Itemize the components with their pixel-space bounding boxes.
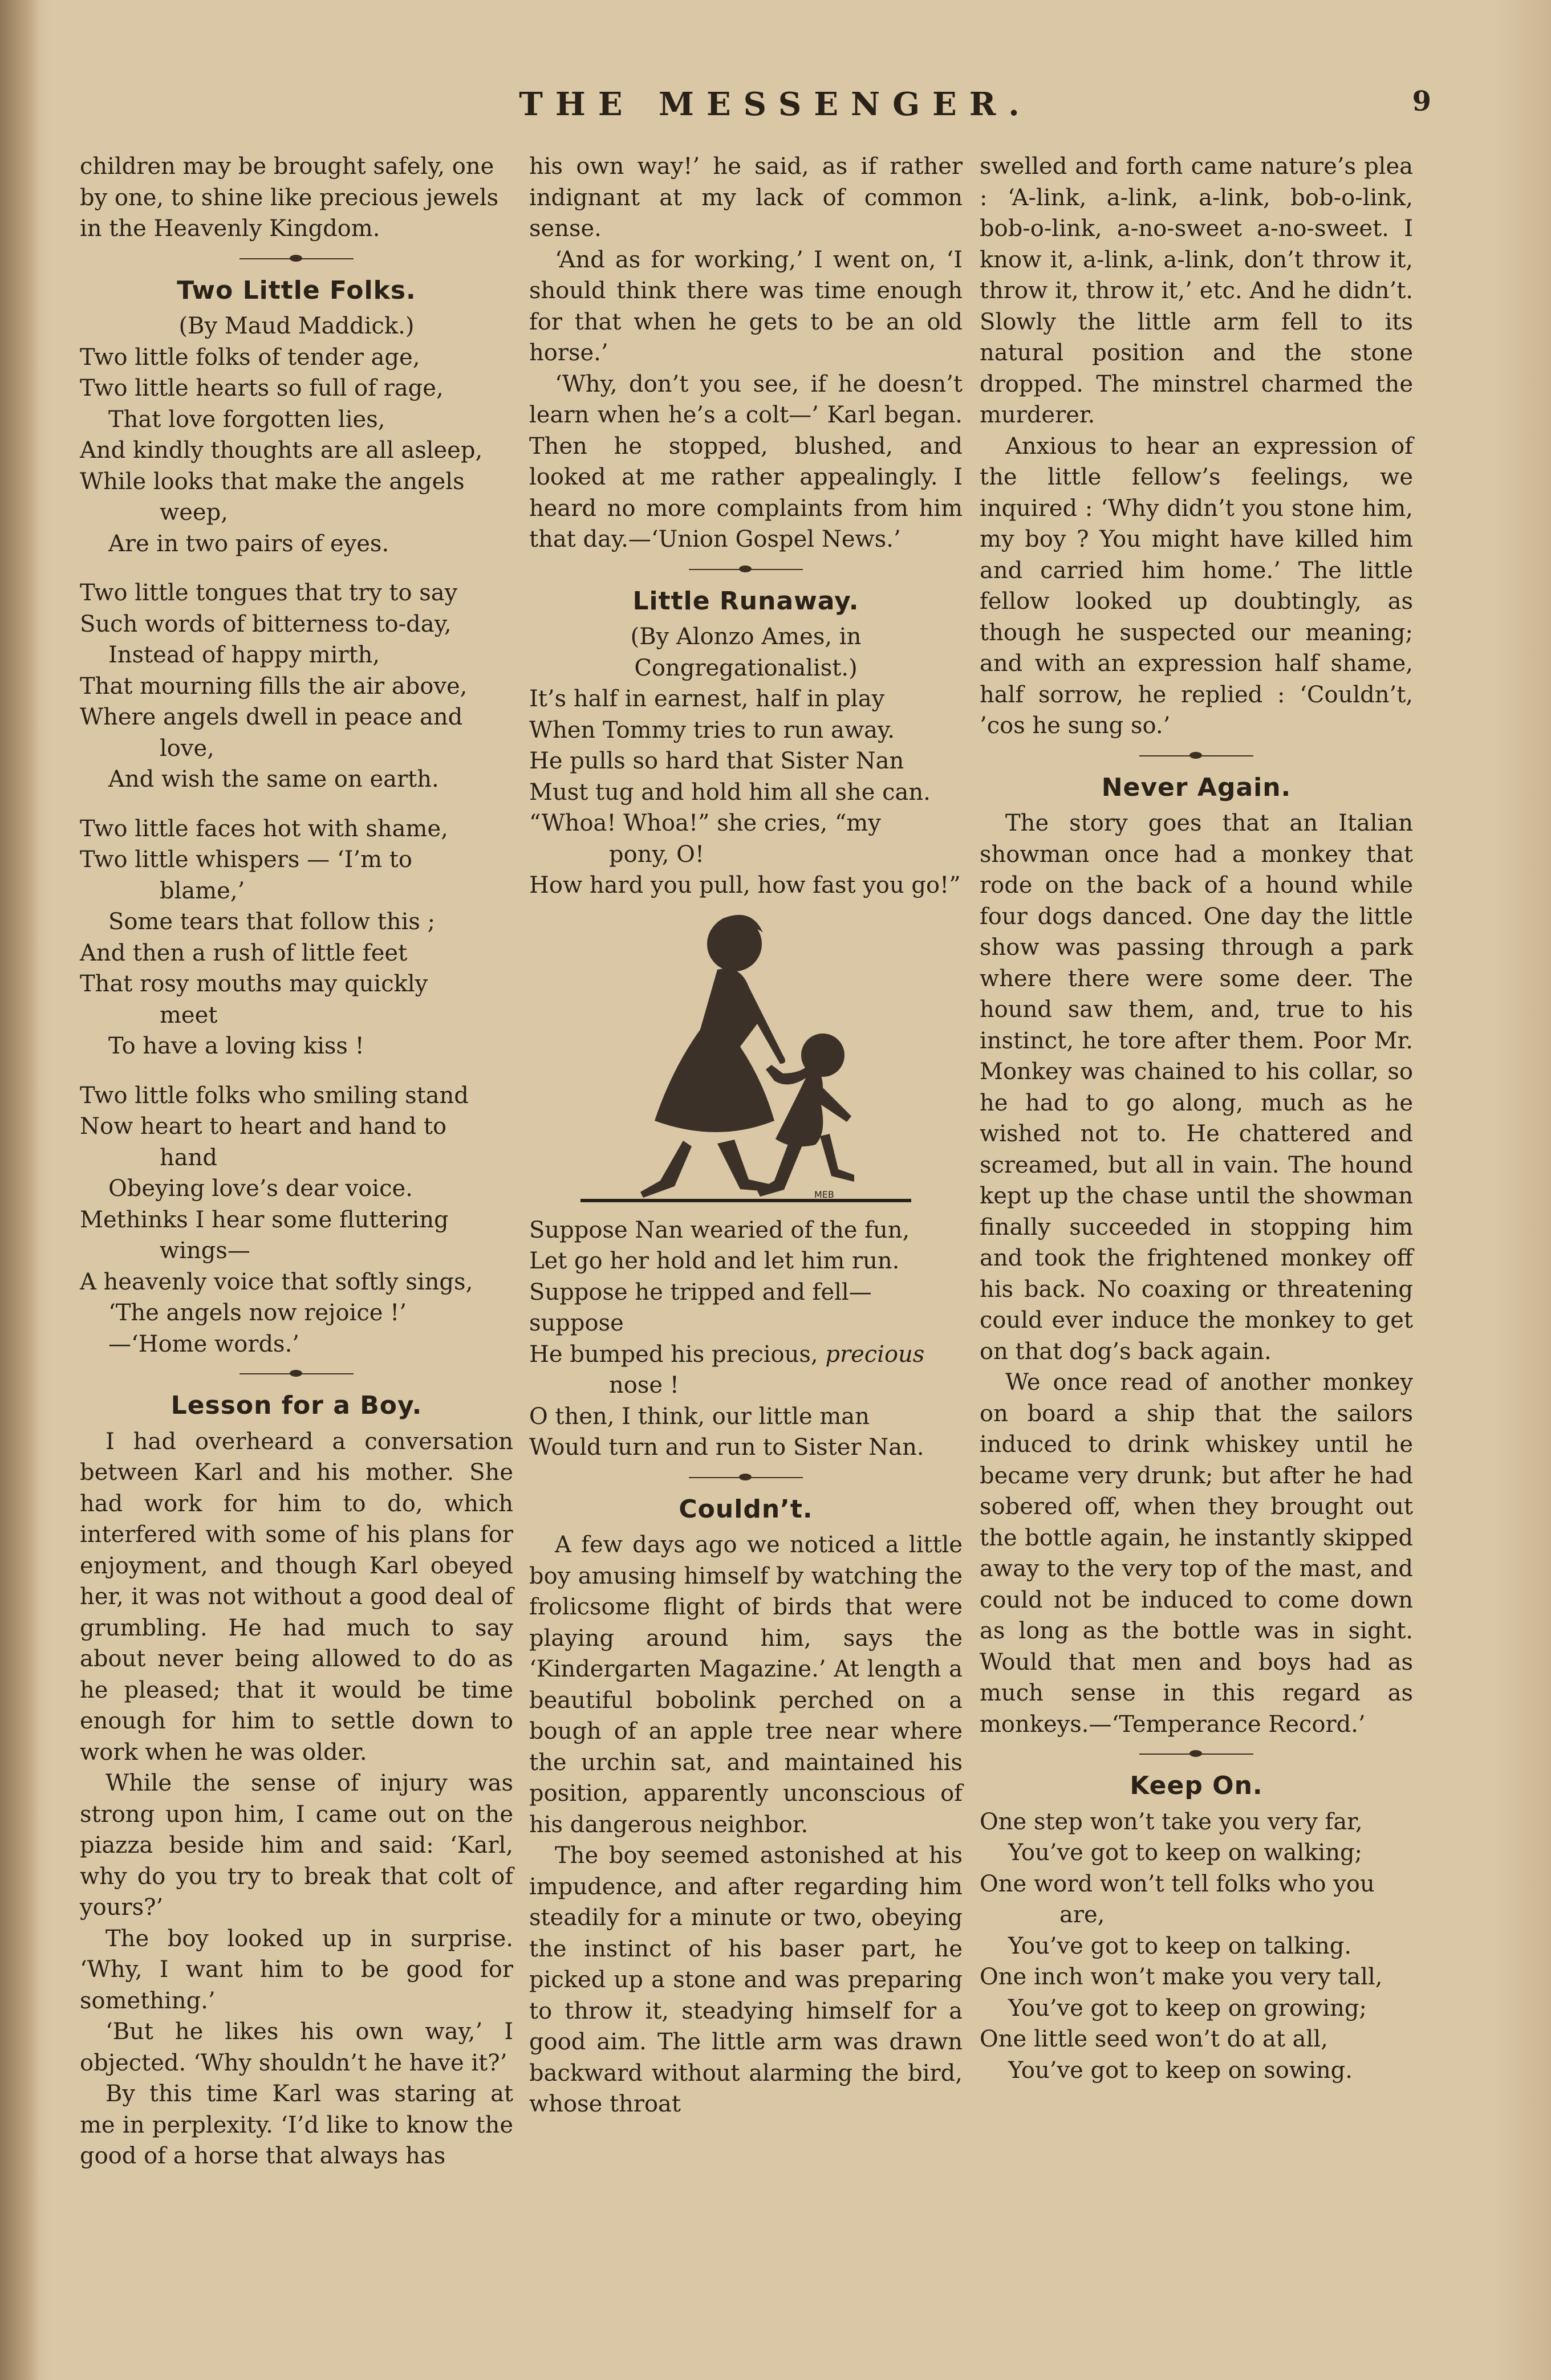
- poem-line: Where angels dwell in peace and: [80, 704, 463, 730]
- paragraph: ‘But he likes his own way,’ I objected. ‘Why shouldn’t he have it?’: [80, 2019, 513, 2076]
- masthead-title: THE MESSENGER.: [519, 86, 1032, 123]
- paragraph: The boy looked up in surprise. ‘Why, I want him to be good for something.’: [80, 1925, 513, 2014]
- poem-line: One step won’t take you very far,: [980, 1808, 1363, 1835]
- poem-line: You’ve got to keep on sowing.: [1008, 2057, 1353, 2084]
- poem-line: And kindly thoughts are all asleep,: [80, 437, 483, 463]
- paragraph: A few days ago we noticed a little boy amusing himself by watching the frolicsome flight of birds that were playing around him, says the ‘Kindergarten Magazine.’ At length a beautiful bobolink perched on a bough of an apple tree near where the urchin sat, and maintained his position, apparently unconscious of his dangerous neighbor.: [529, 1532, 963, 1838]
- stanza-break: [80, 559, 513, 577]
- poem-line: Two little hearts so full of rage,: [80, 375, 444, 401]
- poem-line: That love forgotten lies,: [108, 406, 385, 433]
- poem-line: Let go her hold and let him run.: [529, 1248, 900, 1274]
- article-couldnt: [529, 1529, 963, 2120]
- paragraph: his own way!’ he said, as if rather indignant at my lack of common sense.: [529, 153, 963, 242]
- paragraph: While the sense of injury was strong upon him, I came out on the piazza beside him and said: ‘Karl, why do you try to break that colt of yours?’: [80, 1770, 513, 1921]
- poem-line: A heavenly voice that softly sings,: [80, 1268, 473, 1295]
- section-divider: [239, 1365, 354, 1382]
- poem-line: You’ve got to keep on walking;: [1008, 1840, 1363, 1866]
- poem-line: One inch won’t make you very tall,: [980, 1964, 1383, 1990]
- poem-line: wings—: [160, 1238, 250, 1264]
- paragraph: The boy seemed astonished at his impudence, and after regarding him steadily for a minute or two, obeying the instinct of his baser part, he picked up a stone and was preparing to throw it, steadying himself for a good aim. The little arm was drawn backward without alarming the bird, whose throat: [529, 1842, 963, 2117]
- poem-line: Methinks I hear some fluttering: [80, 1206, 449, 1233]
- poem-line: pony, O!: [609, 841, 705, 868]
- intro-text: [80, 151, 513, 245]
- emphasis: precious: [825, 1341, 925, 1368]
- poem-line: That mourning fills the air above,: [80, 673, 468, 699]
- article-title-never-again: Never Again.: [1101, 772, 1292, 802]
- poem-line: You’ve got to keep on growing;: [1008, 1995, 1367, 2021]
- poem-line: That rosy mouths may quickly: [80, 971, 428, 997]
- sister-silhouette: [640, 914, 785, 1197]
- stanza-break: [80, 1062, 513, 1080]
- poem-line: You’ve got to keep on talking.: [1008, 1933, 1352, 1959]
- poem-title-keep-on: Keep On.: [1130, 1771, 1263, 1800]
- poem-line: Must tug and hold him all she can.: [529, 779, 931, 805]
- poem-line: Such words of bitterness to-day,: [80, 611, 452, 637]
- poem-line: When Tommy tries to run away.: [529, 717, 895, 743]
- paragraph: We once read of another monkey on board a ship that the sailors induced to drink whiskey until he became very drunk; but after he had sobered off, when they brought out the bottle again, he instantly skipped away to the very top of the mast, and could not be induced to come down as long as the bottle was in sight. Would that men and boys had as much sense in this regard as monkeys.—‘Temperance Record.’: [980, 1369, 1413, 1738]
- poem-line: Two little folks of tender age,: [80, 344, 420, 371]
- poem-line: It’s half in earnest, half in play: [529, 686, 885, 712]
- poem-line: He pulls so hard that Sister Nan: [529, 748, 904, 774]
- poem-line: While looks that make the angels: [80, 468, 465, 495]
- poem-line: Two little whispers — ‘I’m to: [80, 847, 412, 873]
- section-divider: [239, 250, 354, 267]
- column-2: [529, 151, 963, 2120]
- poem-line: One little seed won’t do at all,: [980, 2026, 1328, 2052]
- poem-line: Two little folks who smiling stand: [80, 1082, 469, 1109]
- poem-line: Suppose Nan wearied of the fun,: [529, 1217, 910, 1243]
- poem-keep-on: [980, 1807, 1413, 2086]
- poem-line: Obeying love’s dear voice.: [108, 1175, 413, 1202]
- poem-line: And wish the same on earth.: [108, 766, 439, 792]
- page-header: [74, 86, 1477, 131]
- article-title-lesson-for-a-boy: Lesson for a Boy.: [170, 1391, 423, 1420]
- paragraph: children may be brought safely, one: [80, 153, 494, 180]
- column-3: [980, 151, 1413, 2086]
- poem-line: He bumped his precious, precious: [529, 1341, 925, 1368]
- poem-title-two-little-folks: Two Little Folks.: [177, 275, 416, 305]
- article-lesson-for-a-boy: [80, 1426, 513, 2172]
- illustration-signature: MEB: [814, 1189, 834, 1200]
- poem-line: One word won’t tell folks who you: [980, 1870, 1375, 1897]
- poem-line: O then, I think, our little man: [529, 1403, 870, 1430]
- poem-line: ‘The angels now rejoice !’: [108, 1300, 407, 1326]
- poem-line: And then a rush of little feet: [80, 939, 408, 966]
- poem-line: meet: [160, 1002, 218, 1028]
- poem-line: Instead of happy mirth,: [108, 642, 380, 668]
- article-couldnt-continuation: [980, 151, 1413, 742]
- poem-line: Are in two pairs of eyes.: [108, 530, 389, 557]
- poem-little-runaway-part-1: [529, 684, 963, 901]
- poem-line: Two little faces hot with shame,: [80, 815, 448, 842]
- poem-title-little-runaway: Little Runaway.: [632, 586, 859, 616]
- paragraph: by one, to shine like precious jewels: [80, 184, 499, 211]
- stanza-break: [80, 795, 513, 813]
- paragraph: The story goes that an Italian showman once had a monkey that rode on the back of a hound while four dogs danced. One day the little show was passing through a park where there were some deer. The hound saw them, and, true to his instinct, he tore after them. Poor Mr. Monkey was chained to his collar, so he had to go along, much as he wished not to. He chattered and screamed, but all in vain. The hound kept up the chase until the showman finally succeeded in stopping him and took the frightened monkey off his back. No coaxing or threatening could ever induce the monkey to get on that dog’s back again.: [980, 810, 1413, 1365]
- poem-line: How hard you pull, how fast you go!”: [529, 872, 961, 898]
- page-number: 9: [1412, 86, 1431, 117]
- poem-line: hand: [160, 1144, 217, 1171]
- paragraph: ‘Why, don’t you see, if he doesn’t learn when he’s a colt—’ Karl began. Then he stopped, blushed, and looked at me rather appealingly. I heard no more complaints from him that day.—‘Union Gospel News.’: [529, 371, 963, 552]
- poem-line: Two little tongues that try to say: [80, 580, 458, 606]
- article-never-again: [980, 808, 1413, 1740]
- poem-line: weep,: [160, 499, 228, 526]
- paragraph: By this time Karl was staring at me in perplexity. ‘I’d like to know the good of a horse that always has: [80, 2081, 513, 2169]
- poem-line: are,: [1059, 1902, 1105, 1928]
- poem-byline: (By Alonzo Ames, in Congregationalist.): [630, 624, 862, 681]
- paragraph: Anxious to hear an expression of the little fellow’s feelings, we inquired : ‘Why didn’t you stone him, my boy ? You might have killed him and carried him home.’ The little fellow looked up doubtingly, as though he suspected our meaning; and with an expression half shame, half sorrow, he replied : ‘Couldn’t, ’cos he sung so.’: [980, 433, 1413, 739]
- section-divider: [1139, 1746, 1253, 1763]
- poem-line: —‘Home words.’: [108, 1331, 299, 1357]
- poem-line: To have a loving kiss !: [108, 1033, 364, 1059]
- poem-line: nose !: [609, 1372, 679, 1398]
- poem-line: Would turn and run to Sister Nan.: [529, 1434, 924, 1460]
- poem-line: Suppose he tripped and fell—suppose: [529, 1279, 872, 1336]
- section-divider: [689, 561, 803, 578]
- poem-line: Some tears that follow this ;: [108, 909, 436, 935]
- silhouette-illustration: [546, 913, 945, 1209]
- page-binding: [0, 0, 40, 2380]
- poem-line: “Whoa! Whoa!” she cries, “my: [529, 810, 881, 836]
- article-title-couldnt: Couldn’t.: [679, 1494, 813, 1524]
- paragraph: swelled and forth came nature’s plea : ‘A-link, a-link, a-link, bob-o-link, bob-o-link, a-no-sweet a-no-sweet. I know it, a-link, a-link, don’t throw it, throw it, throw it,’ etc. And he didn’t. Slowly the little arm fell to its natural position and the stone dropped. The minstrel charmed the murderer.: [980, 153, 1413, 428]
- section-divider: [689, 1469, 803, 1486]
- poem-line: Now heart to heart and hand to: [80, 1113, 447, 1140]
- poem-byline: (By Maud Maddick.): [178, 313, 415, 339]
- poem-little-runaway-part-2: [529, 1215, 963, 1463]
- section-divider: [1139, 747, 1253, 764]
- paragraph: ‘And as for working,’ I went on, ‘I should think there was time enough for that when he gets to be an old horse.’: [529, 246, 963, 366]
- paragraph: I had overheard a conversation between Karl and his mother. She had work for him to do, which interfered with some of his plans for enjoyment, and though Karl obeyed her, it was not without a good deal of grumbling. He had much to say about never being allowed to do as he pleased; that it would be time enough for him to settle down to work when he was older.: [80, 1428, 513, 1765]
- poem-two-little-folks: [80, 342, 513, 1360]
- article-continuation: [529, 151, 963, 555]
- poem-line: love,: [160, 735, 214, 762]
- poem-line: blame,’: [160, 877, 245, 904]
- paragraph: in the Heavenly Kingdom.: [80, 215, 380, 242]
- column-1: [80, 151, 513, 2172]
